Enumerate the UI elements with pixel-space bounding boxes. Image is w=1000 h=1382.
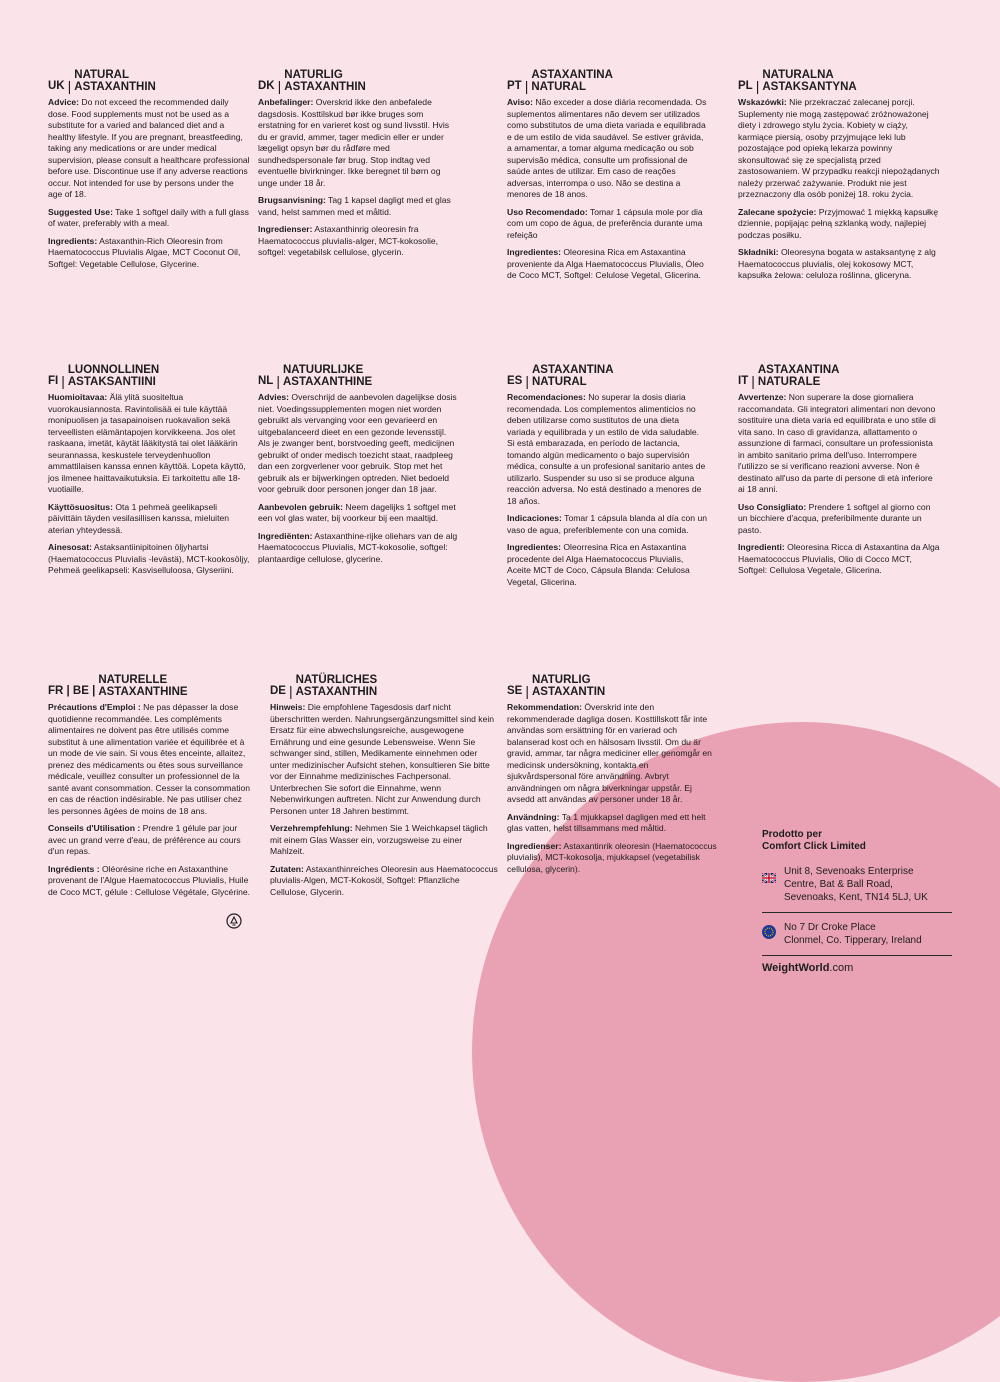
website-url: WeightWorld.com (762, 962, 854, 974)
advice-text: Anbefalinger: Overskrid ikke den anbefalede dagsdosis. Kosttilskud bør ikke bruges som erstatning for en varieret kost og sund livsstil. Hvis du er gravid, ammer, tager medicin eller er under lægeligt opsyn bør du rådføre med sundhedspersonale før brug. Stop indtag ved eventuelle bivirkninger. Ikke beregnet til børn og unge under 18 år. (258, 97, 450, 188)
usage-text: Indicaciones: Tomar 1 cápsula blanda al día con un vaso de agua, preferiblemente con una comida. (507, 513, 707, 535)
ingredients-text: Zutaten: Astaxanthinreiches Oleoresin aus Haematococcus pluvialis-Algen, MCT-Kokosöl, Softgel: Pflanzliche Cellulose, Glycerin. (270, 863, 498, 897)
advice-text: Advice: Do not exceed the recommended daily dose. Food supplements must not be used as a substitute for a varied and balanced diet and a healthy lifestyle. If you are pregnant, breastfeeding, taking any medications or are under medical supervision, please consult a healthcare professional before use. Discontinue use if any adverse reactions occur. Not intended for use by persons under the age of 18. (48, 97, 250, 199)
block-fr (48, 672, 253, 904)
usage-text: Användning: Ta 1 mjukkapsel dagligen med ett helt glas vatten, helst tillsammans med måltid. (507, 811, 706, 833)
ingredients-text: Ingredienti: Oleoresina Ricca di Astaxantina da Alga Haematococcus Pluvialis, Olio di Cocco MCT, Softgel: Cellulosa Vegetale, Glicerina. (738, 542, 940, 575)
lang-code: DK (258, 80, 275, 92)
ingredients-text: Ingredientes: Oleoresina Rica em Astaxantina proveniente da Alga Haematococcus Pluvialis, Óleo de Coco MCT, Softgel: Celulose Vegetal, Glicerina. (507, 247, 704, 280)
lang-code: FI (48, 375, 59, 387)
block-title: NATURELLE ASTAXANTHINE (98, 674, 188, 698)
block-title: NATURLIG ASTAXANTIN (531, 674, 606, 698)
block-title: NATUURLIJKE ASTAXANTHINE (282, 364, 373, 388)
advice-text: Aviso: Não exceder a dose diária recomendada. Os suplementos alimentares não devem ser utilizados como substitutos de uma dieta variada e equilibrada e de um estilo de vida saudável. Se estiver grávida, a amamentar, a tomar alguma medicação ou sob supervisão médica, consulte um profissional de saúde antes de utilizar. Em caso de reações adversas, interrompa o uso. Não se destina a menores de 18 anos. (507, 97, 707, 199)
usage-text: Zalecane spożycie: Przyjmować 1 miękką kapsułkę dziennie, popijając pełną szklanką wody, najlepiej podczas posiłku. (738, 206, 939, 240)
advice-text: Recomendaciones: No superar la dosis diaria recomendada. Los complementos alimenticios no deben utilizarse como sustitutos de una dieta variada y equilibrada y un estilo de vida saludable. Si está embarazada, en período de lactancia, tomando algún medicamento o bajo supervisión médica, consulte a un profesional sanitario antes de utilizarlo. Suspender su uso si se produce alguna reacción adversa. No está destinado a menores de 18 años. (507, 392, 706, 506)
ingredients-text: Ingredienser: Astaxanthinrig oleoresin fra Haematococcus pluvialis-alger, MCT-kokosolie, softgel: vegetabilsk cellulose, glycerin. (258, 224, 439, 257)
address-ie: No 7 Dr Croke Place Clonmel, Co. Tipperary, Ireland (762, 919, 952, 951)
advice-text: Précautions d'Emploi : Ne pas dépasser la dose quotidienne recommandée. Les compléments alimentaires ne doivent pas être utilisés comme substitut à une alimentation variée et équilibrée et à un mode de vie sain. Si vous êtes enceinte, allaitez, prenez des médicaments ou êtes sous surveillance médicale, veuillez consulter un professionnel de la santé avant consommation. Cesser la consommation en cas de réaction indésirable. Ne pas utiliser chez les personnes âgées de moins de 18 ans. (48, 702, 251, 816)
advice-text: Huomioitavaa: Älä ylitä suositeltua vuorokausiannosta. Ravintolisää ei tule käyttää monipuolisen ja tasapainoisen ruokavalion sekä terveellisten elämäntapojen korvikkeena. Jos olet raskaana, imetät, käytät lääkitystä tai olet lääkärin seurannassa, keskustele terveydenhuollon ammattilaisen kanssa ennen käyttöä. Lopeta käyttö, jos ilmenee haittavaikutuksia. Ei tarkoitettu alle 18-vuotiaille. (48, 392, 246, 494)
block-title: ASTAXANTINA NATURAL (531, 364, 614, 388)
lang-code: NL (258, 375, 274, 387)
block-title: ASTAXANTINA NATURAL (531, 69, 613, 93)
recycle-icon (226, 913, 242, 929)
ingredients-text: Ingredients: Astaxanthin-Rich Oleoresin from Haematococcus Pluvialis Algae, MCT Coconut Oil, Softgel: Vegetable Cellulose, Glycerine. (48, 235, 241, 269)
usage-text: Aanbevolen gebruik: Neem dagelijks 1 softgel met een vol glas water, bij voorkeur bij een maaltijd. (258, 501, 456, 523)
usage-text: Brugsanvisning: Tag 1 kapsel dagligt med et glas vand, helst sammen med et måltid. (258, 195, 451, 217)
block-fi: FI | LUONNOLLINEN ASTAKSANTIINI Huomioitavaa: Älä ylitä suositeltua vuorokausiannosta. Ravintolisää ei tule käyttää monipuolisen ja tasapainoisen ruokavalion sekä terveellisten elämäntapojen korvikkeena. Jos olet raskaana, imetät, käytät lääkitystä tai olet lääkärin seurannassa, keskustele terveydenhuollon ammattilaisen kanssa ennen käyttöä. Lopeta käyttö, jos ilmenee haittavaikutuksia. Ei tarkoitettu alle 18-vuotiaille. Käyttösuositus: Ota 1 pehmeä geelikapseli päivittäin täyden vesilasillisen kanssa, mieluiten aterian yhteydessä. Ainesosat: Astaksantiinipitoinen öljyhartsi (Haematococcus Pluvialis -levästä), MCT-kookosöljy, Pehmeä geelikapseli: Kasviselluloosa, Glyseriini. (48, 364, 250, 575)
ingredients-text: Ingrédients : Oléorésine riche en Astaxanthine provenant de l'Algue Haematococcus Pluvialis, Huile de Coco MCT, gélule : Cellulose Végétale, Glycérine. (48, 863, 251, 897)
usage-text: Suggested Use: Take 1 softgel daily with a full glass of water, preferably with a meal. (48, 206, 249, 228)
advice-text: Rekommendation: Överskrid inte den rekommenderade dagliga dosen. Kosttillskott får inte användas som ersättning för en varierad och balanserad kost och en hälsosam livsstil. Om du är gravid, ammar, tar några mediciner eller genomgår en medicinsk undersökning, kontakta en sjukvårdspersonal före användning. Avbryt användningen om några biverkningar uppstår. Ej avsedd att användas av personer under 18 år. (507, 702, 712, 804)
lang-code: SE (507, 685, 523, 697)
ingredients-text: Ingredientes: Oleorresina Rica en Astaxantina procedente del Alga Haematococcus Pluvialis, Aceite MCT de Coco, Cápsula Blanda: Celulosa Vegetal, Glicerina. (507, 542, 690, 587)
advice-text: Wskazówki: Nie przekraczać zalecanej porcji. Suplementy nie mogą zastępować zróżnoważonej diety i zdrowego stylu życia. Kobiety w ciąży, karmiące piersią, osoby przyjmujące leki lub pozostające pod opieką lekarza powinny skonsultować się ze specjalistą przed zastosowaniem. W przypadku reakcji niepożądanych należy przerwać zażywanie. Produkt nie jest przeznaczony dla osób poniżej 18. roku życia. (738, 97, 940, 199)
ingredients-text: Ainesosat: Astaksantiinipitoinen öljyhartsi (Haematococcus Pluvialis -levästä), MCT-kookosöljy, Pehmeä geelikapseli: Kasviselluloosa, Glyseriini. (48, 542, 250, 575)
ingredients-text: Ingredienser: Astaxantinrik oleoresin (Haematococcus pluvialis), MCT-kokosolja, mjukkapsel (vegetabilisk cellulosa, glycerin). (507, 840, 717, 874)
ingredients-text: Ingrediënten: Astaxanthine-rijke oliehars van de alg Haematococcus Pluvialis, MCT-kokosolie, softgel: plantaardige cellulose, glycerine. (258, 530, 458, 564)
block-it: IT | ASTAXANTINA NATURALE Avvertenze: Non superare la dose giornaliera raccomandata. Gli integratori alimentari non devono sostituire una dieta varia ed equilibrata e uno stile di vita sano. In caso di gravidanza, allattamento o assunzione di farmaci, consultare un professionista in ambito sanitario prima dell'uso. Interrompere l'utilizzo se si verificano reazioni avverse. Non è destinato all'uso da parte di persone di età inferiore ai 18 anni. Uso Consigliato: Prendere 1 softgel al giorno con un bicchiere d'acqua, preferibilmente durante un pasto. Ingredienti: Oleoresina Ricca di Astaxantina da Alga Haematococcus Pluvialis, Olio di Cocco MCT, Softgel: Cellulosa Vegetale, Glicerina. (738, 364, 940, 575)
advice-text: Avvertenze: Non superare la dose giornaliera raccomandata. Gli integratori alimentari non devono sostituire una dieta varia ed equilibrata e uno stile di vita sano. In caso di gravidanza, allattamento o assunzione di farmaci, consultare un professionista in ambito sanitario prima dell'uso. Interrompere l'utilizzo se si verificano reazioni avverse. Non è destinato all'uso da parte di persone di età inferiore ai 18 anni. (738, 392, 936, 494)
block-title: ASTAXANTINA NATURALE (757, 364, 840, 388)
usage-text: Conseils d'Utilisation : Prendre 1 gélule par jour avec un grand verre d'eau, de préférence au cours d'un repas. (48, 823, 241, 856)
uk-flag-icon (762, 873, 776, 883)
usage-text: Käyttösuositus: Ota 1 pehmeä geelikapseli päivittäin täyden vesilasillisen kanssa, mieluiten aterian yhteydessä. (48, 501, 230, 535)
block-title: NATURAL ASTAXANTHIN (74, 69, 156, 93)
usage-text: Uso Recomendado: Tomar 1 cápsula mole por dia com um copo de água, de preferência durante uma refeição (507, 206, 703, 240)
ingredients-text: Składniki: Oleoresyna bogata w astaksantynę z alg Haematococcus pluvialis, olej kokosowy MCT, kapsułka żelowa: celuloza roślinna, gliceryna. (738, 247, 936, 280)
lang-code: ES (507, 375, 523, 387)
block-se: SE | NATURLIG ASTAXANTIN Rekommendation: Överskrid inte den rekommenderade dagliga dosen. Kosttillskott får inte användas som ersättning för en varierad och balanserad kost och en hälsosam livsstil. Om du är gravid, ammar, tar några mediciner eller genomgår en medicinsk undersökning, kontakta en sjukvårdspersonal före användning. Avbryt användningen om några biverkningar uppstår. Ej avsedd att användas av personer under 18 år. Användning: Ta 1 mjukkapsel dagligen med ett helt glas vatten, helst tillsammans med måltid. Ingredienser: Astaxantinrik oleoresin (Haematococcus pluvialis), MCT-kokosolja, mjukkapsel (vegetabilisk cellulosa, glycerin). (507, 672, 719, 881)
advice-text: Hinweis: Die empfohlene Tagesdosis darf nicht überschritten werden. Nahrungsergänzungsmittel sind kein Ersatz für eine abwechslungsreiche, ausgewogene Ernährung und eine gesunde Lebensweise. Wenn Sie schwanger sind, stillen, Medikamente einnehmen oder unter medizinischer Aufsicht stehen, konsultieren Sie bitte vor der Einnahme medizinisches Fachpersonal. Unterbrechen Sie sofort die Einnahme, wenn Nebenwirkungen auftreten. Nicht zur Anwendung durch Personen unter 18 Jahren bestimmt. (270, 702, 495, 816)
block-title: LUONNOLLINEN ASTAKSANTIINI (67, 364, 160, 388)
produced-by: Prodotto per Comfort Click Limited (762, 829, 866, 852)
address-uk: Unit 8, Sevenoaks Enterprise Centre, Bat & Ball Road, Sevenoaks, Kent, TN14 5LJ, UK (762, 863, 952, 908)
lang-code: DE (270, 685, 286, 697)
usage-text: Verzehrempfehlung: Nehmen Sie 1 Weichkapsel täglich mit einem Glas Wasser ein, vorzugsweise zu einer Mahlzeit. (270, 823, 488, 856)
block-title: NATURLIG ASTAXANTHIN (284, 69, 366, 93)
advice-text: Advies: Overschrijd de aanbevolen dagelijkse dosis niet. Voedingssupplementen mogen niet worden gebruikt als vervanging voor een gevarieerd en uitgebalanceerd dieet en een gezonde levensstijl. Als je zwanger bent, borstvoeding geeft, medicijnen gebruikt of onder medisch toezicht staat, raadpleeg dan een zorgverlener voor gebruik. Stop met het gebruik als er bijwerkingen optreden. Niet bedoeld voor gebruik door personen jonger dan 18 jaar. (258, 392, 457, 494)
lang-code: IT (738, 375, 749, 387)
block-nl: NL | NATUURLIJKE ASTAXANTHINE Advies: Overschrijd de aanbevolen dagelijkse dosis niet. Voedingssupplementen mogen niet worden gebruikt als vervanging voor een gevarieerd en uitgebalanceerd dieet en een gezonde levensstijl. Als je zwanger bent, borstvoeding geeft, medicijnen gebruikt of onder medisch toezicht staat, raadpleeg dan een zorgverlener voor gebruik. Stop met het gebruik als er bijwerkingen optreden. Niet bedoeld voor gebruik door personen jonger dan 18 jaar. Aanbevolen gebruik: Neem dagelijks 1 softgel met een vol glas water, bij voorkeur bij een maaltijd. Ingrediënten: Astaxanthine-rijke oliehars van de alg Haematococcus Pluvialis, MCT-kokosolie, softgel: plantaardige cellulose, glycerine. (258, 362, 460, 571)
lang-code: UK (48, 80, 65, 92)
block-pt: PT | ASTAXANTINA NATURAL Aviso: Não exceder a dose diária recomendada. Os suplementos alimentares não devem ser utilizados como substitutos de uma dieta variada e equilibrada e de um estilo de vida saudável. Se estiver grávida, a amamentar, a tomar alguma medicação ou sob supervisão médica, consulte um profissional de saúde antes de utilizar. Em caso de reações adversas, interrompa o uso. Não se destina a menores de 18 anos. Uso Recomendado: Tomar 1 cápsula mole por dia com um copo de água, de preferência durante uma refeição Ingredientes: Oleoresina Rica em Astaxantina proveniente da Alga Haematococcus Pluvialis, Óleo de Coco MCT, Softgel: Celulose Vegetal, Glicerina. (507, 67, 709, 288)
block-dk: DK | NATURLIG ASTAXANTHIN Anbefalinger: Overskrid ikke den anbefalede dagsdosis. Kosttilskud bør ikke bruges som erstatning for en varieret kost og sund livsstil. Hvis du er gravid, ammer, tager medicin eller er under lægeligt opsyn bør du rådføre med sundhedspersonale før brug. Stop indtag ved eventuelle bivirkninger. Ikke beregnet til børn og unge under 18 år. Brugsanvisning: Tag 1 kapsel dagligt med et glas vand, helst sammen med et måltid. Ingredienser: Astaxanthinrig oleoresin fra Haematococcus pluvialis-alger, MCT-kokosolie, softgel: vegetabilsk cellulose, glycerin. (258, 67, 460, 265)
block-title: NATURALNA ASTAKSANTYNA (762, 69, 857, 93)
block-title: NATÜRLICHES ASTAXANTHIN (295, 674, 378, 698)
lang-code: FR | BE | (48, 685, 96, 697)
block-es: ES | ASTAXANTINA NATURAL Recomendaciones: No superar la dosis diaria recomendada. Los complementos alimenticios no deben utilizarse como sustitutos de una dieta variada y equilibrada y un estilo de vida saludable. Si está embarazada, en período de lactancia, tomando algún medicamento o bajo supervisión médica, consulte a un profesional sanitario antes de utilizarlo. Suspender su uso si se produce alguna reacción adversa. No está destinado a menores de 18 años. Indicaciones: Tomar 1 cápsula blanda al día con un vaso de agua, preferiblemente con una comida. Ingredientes: Oleorresina Rica en Astaxantina procedente del Alga Haematococcus Pluvialis, Aceite MCT de Coco, Cápsula Blanda: Celulosa Vegetal, Glicerina. (507, 364, 707, 587)
manufacturer-info (762, 829, 952, 974)
eu-flag-icon (762, 925, 776, 939)
usage-text: Uso Consigliato: Prendere 1 softgel al giorno con un bicchiere d'acqua, preferibilmente durante un pasto. (738, 501, 931, 535)
block-uk: UK | NATURAL ASTAXANTHIN Advice: Do not exceed the recommended daily dose. Food supplements must not be used as a substitute for a varied and balanced diet and a healthy lifestyle. If you are pregnant, breastfeeding, taking any medications or are under medical supervision, please consult a healthcare professional before use. Discontinue use if any adverse reactions occur. Not intended for use by persons under the age of 18. Suggested Use: Take 1 softgel daily with a full glass of water, preferably with a meal. Ingredients: Astaxanthin-Rich Oleoresin from Haematococcus Pluvialis Algae, MCT Coconut Oil, Softgel: Vegetable Cellulose, Glycerine. (48, 69, 250, 269)
lang-code: PT (507, 80, 522, 92)
block-pl: PL | NATURALNA ASTAKSANTYNA Wskazówki: Nie przekraczać zalecanej porcji. Suplementy nie mogą zastępować zróżnoważonej diety i zdrowego stylu życia. Kobiety w ciąży, karmiące piersią, osoby przyjmujące leki lub pozostające pod opieką lekarza powinny skonsultować się ze specjalistą przed zastosowaniem. W przypadku reakcji niepożądanych należy przerwać zażywanie. Produkt nie jest przeznaczony dla osób poniżej 18. roku życia. Zalecane spożycie: Przyjmować 1 miękką kapsułkę dziennie, popijając pełną szklanką wody, najlepiej podczas posiłku. Składniki: Oleoresyna bogata w astaksantynę z alg Haematococcus pluvialis, olej kokosowy MCT, kapsułka żelowa: celuloza roślinna, gliceryna. (738, 69, 940, 280)
lang-code: PL (738, 80, 753, 92)
block-de: DE | NATÜRLICHES ASTAXANTHIN Hinweis: Die empfohlene Tagesdosis darf nicht überschritten werden. Nahrungsergänzungsmittel sind kein Ersatz für eine abwechslungsreiche, ausgewogene Ernährung und eine gesunde Lebensweise. Wenn Sie schwanger sind, stillen, Medikamente einnehmen oder unter medizinischer Aufsicht stehen, konsultieren Sie bitte vor der Einnahme medizinisches Fachpersonal. Unterbrechen Sie sofort die Einnahme, wenn Nebenwirkungen auftreten. Nicht zur Anwendung durch Personen unter 18 Jahren bestimmt. Verzehrempfehlung: Nehmen Sie 1 Weichkapsel täglich mit einem Glas Wasser ein, vorzugsweise zu einer Mahlzeit. Zutaten: Astaxanthinreiches Oleoresin aus Haematococcus pluvialis-Algen, MCT-Kokosöl, Softgel: Pflanzliche Cellulose, Glycerin. (270, 674, 498, 897)
